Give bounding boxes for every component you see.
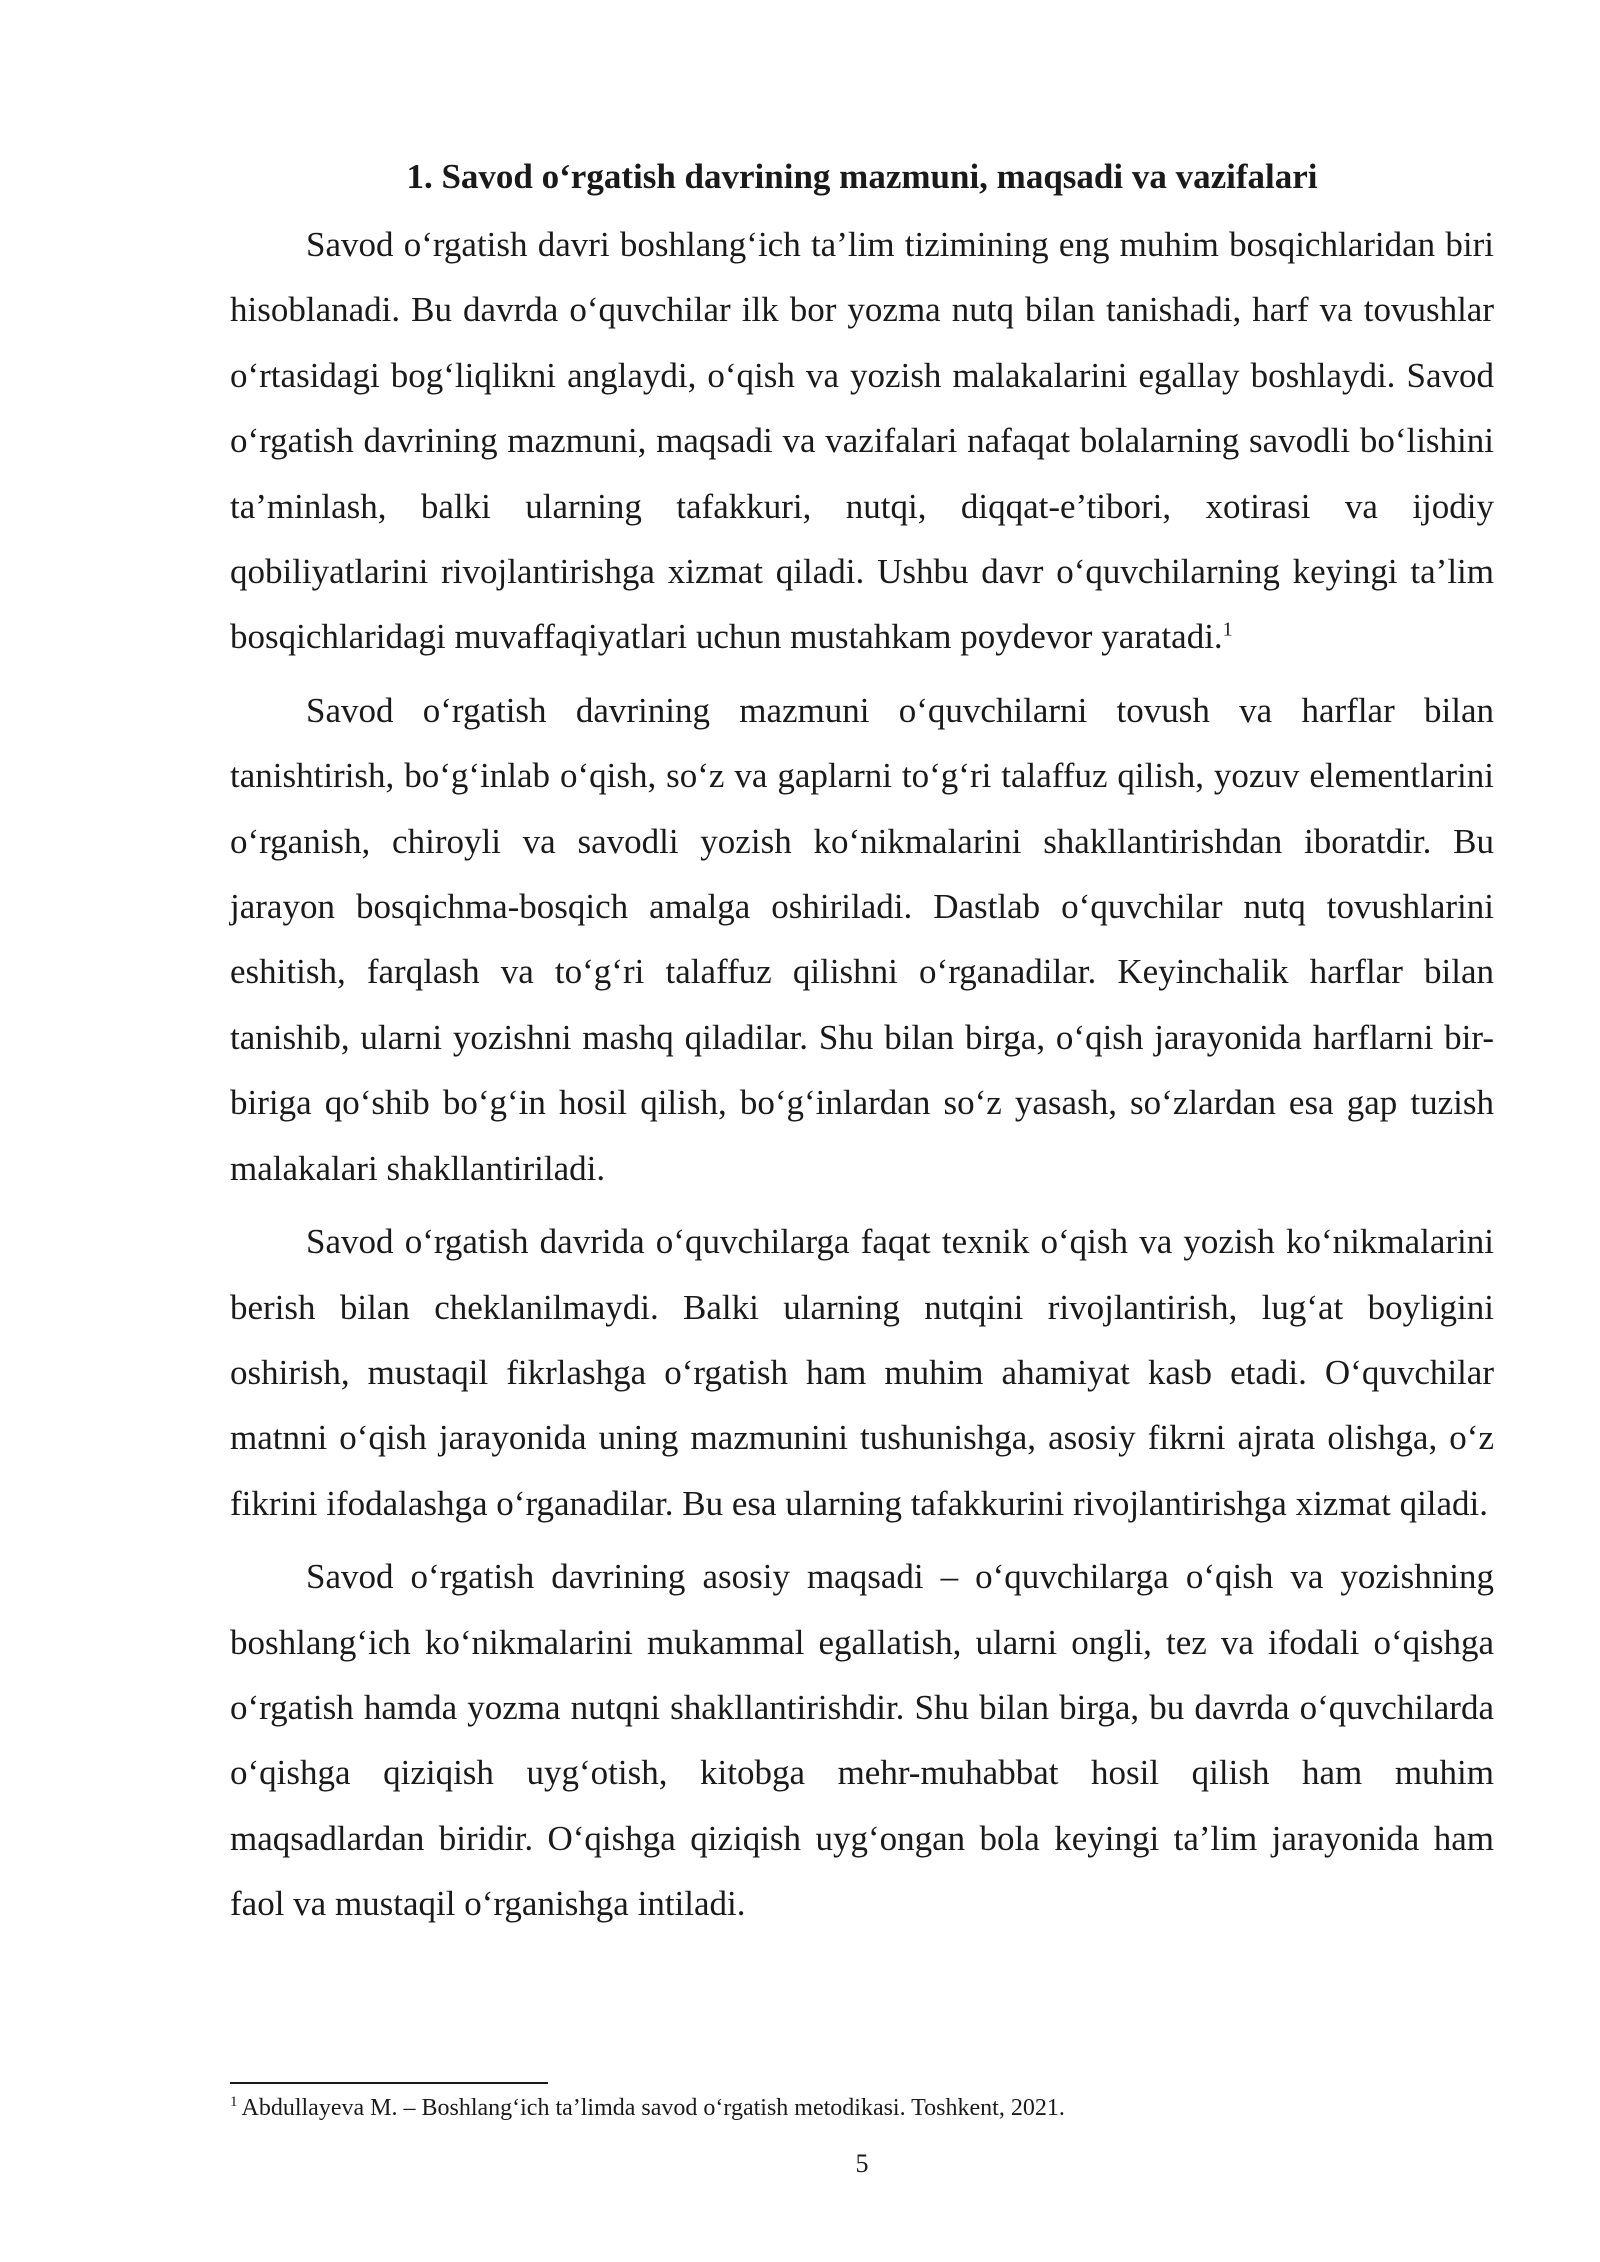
page-number: 5 [855, 2149, 869, 2178]
paragraph-3 [230, 1209, 1494, 1536]
paragraph-1-text: Savod o‘rgatish davri boshlang‘ich ta’lim tizimining eng muhim bosqichlaridan biri hisoblanadi. Bu davrda o‘quvchilar ilk bor yozma nutq bilan tanishadi, harf va tovushlar o‘rtasidagi bog‘liqlikni anglaydi, o‘qish va yozish malakalarini egallay boshlaydi. Savod o‘rgatish davrining mazmuni, maqsadi va vazifalari nafaqat bolalarning savodli bo‘lishini ta’minlash, balki ularning tafakkuri, nutqi, diqqat-e’tibori, xotirasi va ijodiy qobiliyatlarini rivojlantirishga xizmat qiladi. Ushbu davr o‘quvchilarning keyingi ta’lim bosqichlaridagi muvaffaqiyatlari uchun mustahkam poydevor yaratadi. [230, 225, 1494, 657]
paragraph-1 [230, 212, 1494, 670]
section-heading: 1. Savod o‘rgatish davrining mazmuni, maqsadi va vazifalari [406, 157, 1318, 196]
paragraph-4 [230, 1544, 1494, 1936]
footnote-reference[interactable]: 1 [1222, 618, 1233, 641]
paragraph-3-text: Savod o‘rgatish davrida o‘quvchilarga faqat texnik o‘qish va yozish ko‘nikmalarini berish bilan cheklanilmaydi. Balki ularning nutqini rivojlantirish, lug‘at boyligini oshirish, mustaqil fikrlashga o‘rgatish ham muhim ahamiyat kasb etadi. O‘quvchilar matnni o‘qish jarayonida uning mazmunini tushunishga, asosiy fikrni ajrata olishga, o‘z fikrini ifodalashga o‘rganadilar. Bu esa ularning tafakkurini rivojlantirishga xizmat qiladi. [230, 1222, 1494, 1523]
footnote-number: 1 [230, 2094, 238, 2110]
paragraph-2 [230, 678, 1494, 1201]
document-page [230, 150, 1494, 1945]
paragraph-4-text: Savod o‘rgatish davrining asosiy maqsadi – o‘quvchilarga o‘qish va yozishning boshlang‘ich ko‘nikmalarini mukammal egallatish, ularni ongli, tez va ifodali o‘qishga o‘rgatish hamda yozma nutqni shakllantirishdir. Shu bilan birga, bu davrda o‘quvchilarda o‘qishga qiziqish uyg‘otish, kitobga mehr-muhabbat hosil qilish ham muhim maqsadlardan biridir. O‘qishga qiziqish uyg‘ongan bola keyingi ta’lim jarayonida ham faol va mustaqil o‘rganishga intiladi. [230, 1557, 1494, 1924]
paragraph-2-text: Savod o‘rgatish davrining mazmuni o‘quvchilarni tovush va harflar bilan tanishtirish, bo‘g‘inlab o‘qish, so‘z va gaplarni to‘g‘ri talaffuz qilish, yozuv elementlarini o‘rganish, chiroyli va savodli yozish ko‘nikmalarini shakllantirishdan iboratdir. Bu jarayon bosqichma-bosqich amalga oshiriladi. Dastlab o‘quvchilar nutq tovushlarini eshitish, farqlash va to‘g‘ri talaffuz qilishni o‘rganadilar. Keyinchalik harflar bilan tanishib, ularni yozishni mashq qiladilar. Shu bilan birga, o‘qish jarayonida harflarni bir-biriga qo‘shib bo‘g‘in hosil qilish, bo‘g‘inlardan so‘z yasash, so‘zlardan esa gap tuzish malakalari shakllantiriladi. [230, 690, 1494, 1188]
footnote-separator [230, 2082, 548, 2084]
footnote [230, 2090, 1494, 2126]
footnote-text: Abdullayeva M. – Boshlang‘ich ta’limda savod o‘rgatish metodikasi. Toshkent, 2021. [241, 2095, 1065, 2121]
